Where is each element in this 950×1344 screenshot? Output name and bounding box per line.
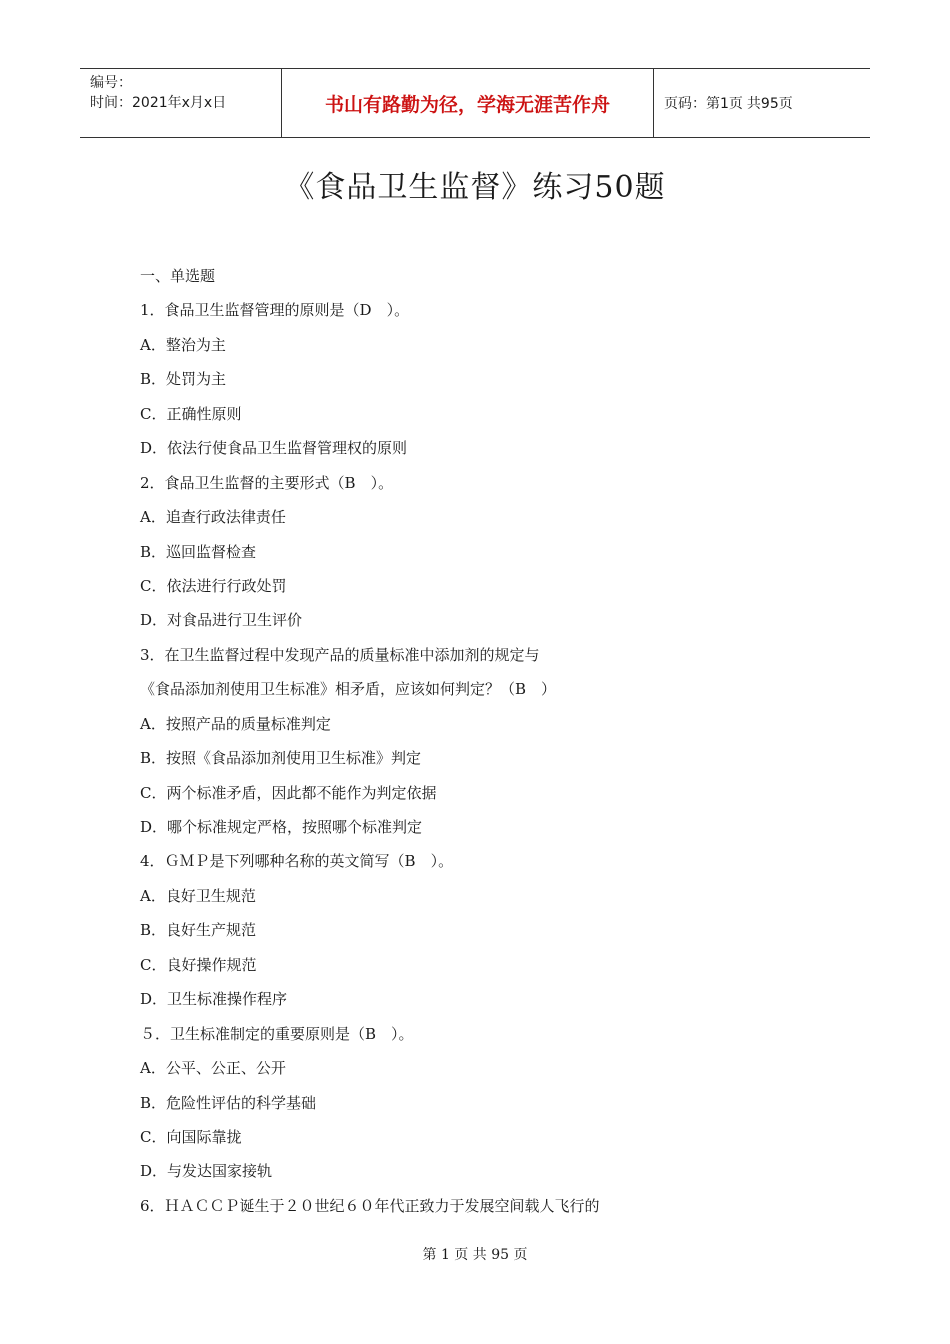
option-line: B．处罚为主 [140,370,227,389]
question-line: 4．ＧＭＰ是下列哪种名称的英文简写（B ）。 [140,852,454,871]
option-line: B．按照《食品添加剂使用卫生标准》判定 [140,749,422,768]
option-line: C．向国际靠拢 [140,1127,242,1146]
option-line: D．对食品进行卫生评价 [140,611,303,630]
header-table [80,68,870,138]
option-line: D．依法行使食品卫生监督管理权的原则 [140,439,408,458]
page-label: 页码：第1页 [664,96,743,112]
option-line: C．依法进行行政处罚 [140,576,287,595]
option-line: A．整治为主 [140,335,226,354]
header-meta [80,69,282,137]
document-body [140,262,840,1226]
option-line: D．哪个标准规定严格，按照哪个标准判定 [140,818,423,836]
option-line: A．良好卫生规范 [140,886,256,905]
header-motto: 书山有路勤为径，学海无涯苦作舟 [282,69,654,137]
question-line: 1．食品卫生监督管理的原则是（D ）。 [140,301,410,320]
document-title: 《食品卫生监督》练习50题 [284,170,666,205]
option-line: B．良好生产规范 [140,921,257,940]
option-line: B．巡回监督检查 [140,542,257,561]
page-footer: 第 1 页 共 95 页 [422,1247,528,1263]
option-line: D．与发达国家接轨 [140,1162,273,1181]
time-label: 时间：2021年x月x日 [90,95,227,111]
option-line: C．良好操作规范 [140,955,257,974]
option-line: C．两个标准矛盾，因此都不能作为判定依据 [140,783,437,802]
question-line-continued: 《食品添加剂使用卫生标准》相矛盾，应该如何判定？（B ） [140,680,557,699]
option-line: C．正确性原则 [140,404,242,423]
question-line: 6．ＨＡＣＣＰ诞生于２０世纪６０年代正致力于发展空间载人飞行的 [140,1196,600,1215]
question-line: 3．在卫生监督过程中发现产品的质量标准中添加剂的规定与 [140,645,540,664]
total-label: 共95页 [746,96,793,112]
question-line: ５．卫生标准制定的重要原则是（B ）。 [140,1024,414,1043]
option-line: A．按照产品的质量标准判定 [140,714,331,733]
number-label: 编号： [90,75,132,91]
option-line: A．追查行政法律责任 [140,508,286,527]
option-line: D．卫生标准操作程序 [140,990,288,1009]
header-page-info [654,69,870,137]
question-line: 2．食品卫生监督的主要形式（B ）。 [140,473,394,492]
section-heading: 一、单选题 [140,267,216,285]
option-line: B．危险性评估的科学基础 [140,1093,317,1112]
option-line: A．公平、公正、公开 [140,1059,286,1078]
